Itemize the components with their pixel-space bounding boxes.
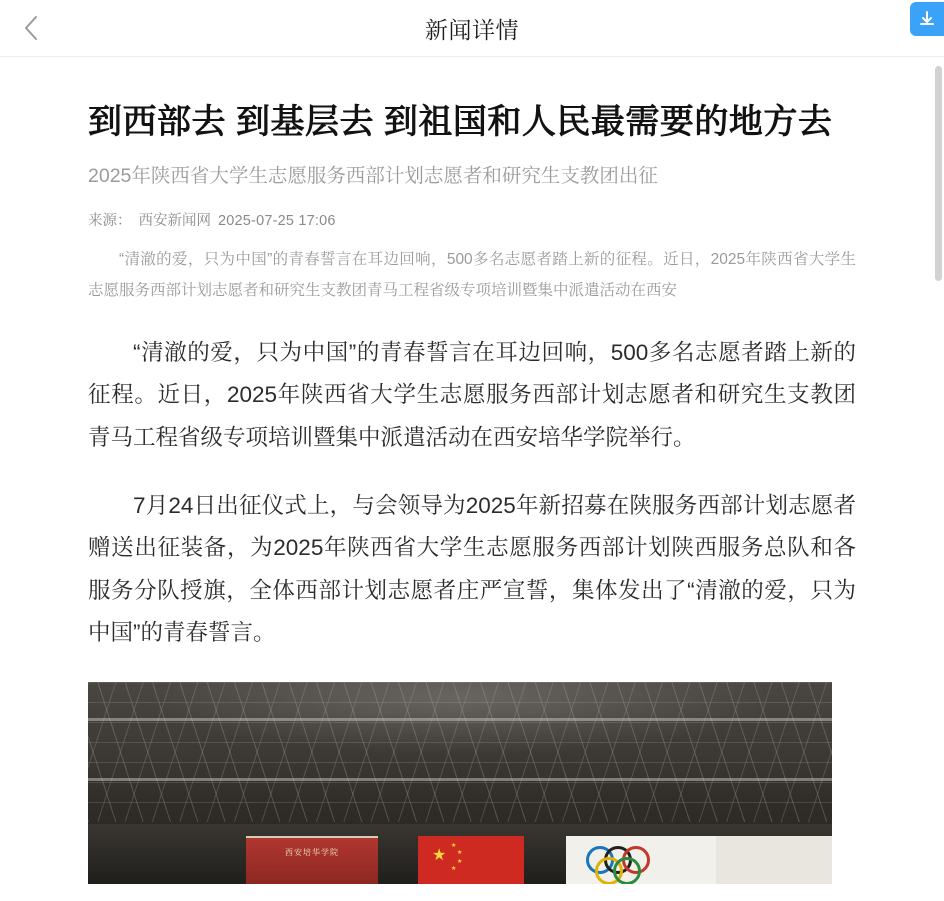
flag-star-large: ★ bbox=[432, 847, 447, 865]
page-header bbox=[0, 0, 944, 57]
source-name: 西安新闻网 bbox=[138, 213, 211, 230]
china-flag-icon bbox=[418, 836, 524, 884]
ceremony-photo bbox=[88, 682, 832, 884]
photo-background bbox=[88, 682, 832, 884]
olympic-ring-green-icon bbox=[613, 857, 641, 884]
flag-star-small: ★ bbox=[457, 850, 463, 857]
olympic-rings-banner bbox=[566, 836, 716, 884]
article-paragraph-1: “清澈的爱，只为中国”的青春誓言在耳边回响，500多名志愿者踏上新的征程。近日，2025年陕西省大学生志愿服务西部计划志愿者和研究生支教团青马工程省级专项培训暨集中派遣活动在西安培华学院举行。 bbox=[88, 340, 856, 450]
article-subtitle: 2025年陕西省大学生志愿服务西部计划志愿者和研究生支教团出征 bbox=[88, 164, 658, 187]
ceiling-truss bbox=[88, 682, 832, 822]
chevron-left-icon bbox=[23, 15, 39, 41]
download-icon bbox=[918, 10, 936, 28]
podium-text: 西安培华学院 bbox=[285, 848, 339, 858]
source-label: 来源： bbox=[88, 213, 132, 230]
truss-beam bbox=[88, 718, 832, 721]
back-button[interactable] bbox=[14, 11, 48, 45]
download-button[interactable] bbox=[910, 2, 944, 36]
article-meta bbox=[88, 209, 856, 230]
page-title: 新闻详情 bbox=[425, 16, 519, 43]
article-paragraph-2: 7月24日出征仪式上，与会领导为2025年新招募在陕服务西部计划志愿者赠送出征装备，为2025年陕西省大学生志愿服务西部计划陕西服务总队和各服务分队授旗，全体西部计划志愿者庄严宣誓，集体发出了“清澈的爱，只为中国”的青春誓言。 bbox=[88, 493, 856, 645]
vertical-scrollbar-track[interactable] bbox=[935, 56, 942, 901]
vertical-scrollbar-thumb[interactable] bbox=[935, 66, 942, 281]
article-title: 到西部去 到基层去 到祖国和人民最需要的地方去 bbox=[88, 103, 833, 141]
publish-date: 2025-07-25 17:06 bbox=[218, 213, 336, 230]
flag-star-small: ★ bbox=[457, 859, 463, 866]
flag-star-small: ★ bbox=[451, 866, 457, 873]
podium-banner bbox=[246, 836, 378, 884]
side-banner bbox=[716, 836, 832, 884]
truss-beam bbox=[88, 778, 832, 781]
flag-star-small: ★ bbox=[451, 843, 457, 850]
article-container bbox=[0, 99, 944, 884]
article-summary: “清澈的爱，只为中国”的青春誓言在耳边回响，500多名志愿者踏上新的征程。近日，2025年陕西省大学生志愿服务西部计划志愿者和研究生支教团青马工程省级专项培训暨集中派遣活动在西安 bbox=[88, 251, 856, 300]
